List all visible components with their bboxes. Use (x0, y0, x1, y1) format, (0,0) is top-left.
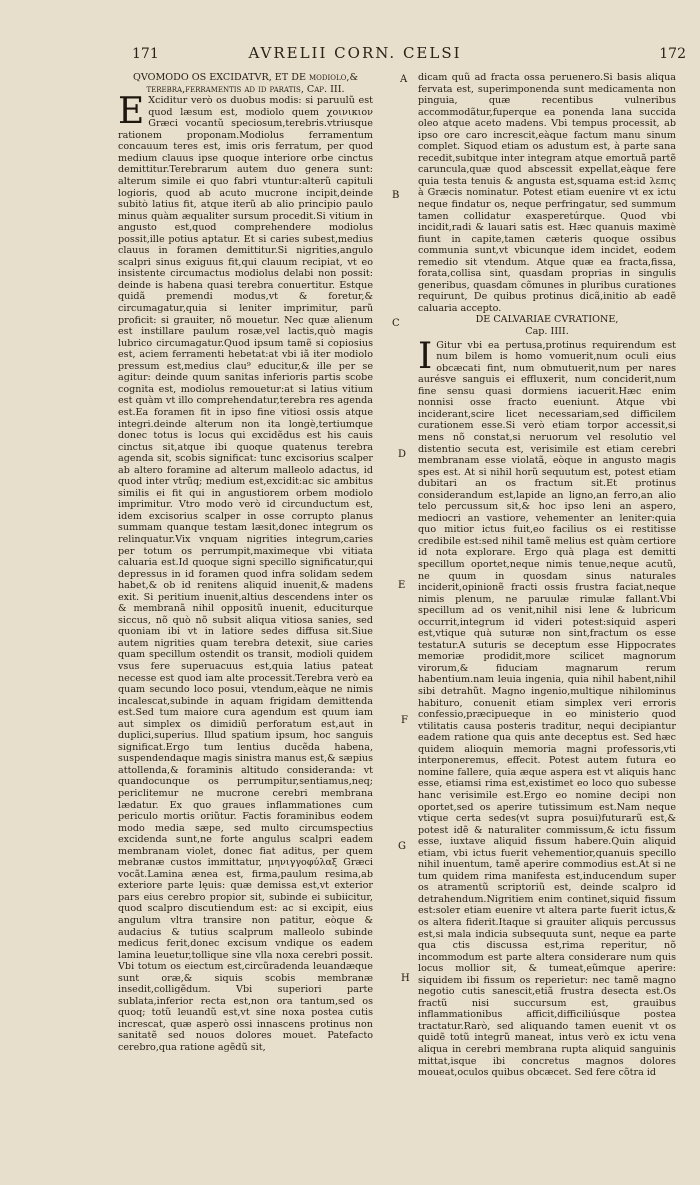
left-paragraph (118, 91, 373, 1054)
margin-letter-e: E (398, 580, 406, 591)
folio-number-left: 171 (132, 46, 159, 62)
chapter-heading-left: QVOMODO OS EXCIDATVR, ET DE modiolo,& terebra,ferramentis ad id paratis, Cap. III. (132, 72, 358, 95)
margin-letter-d: D (398, 449, 407, 460)
right-top-text: dicam quũ ad fracta ossa peruenero.Si basis aliqua fervata est, superimponenda sunt medicamenta non pinguia, quæ recentibus vulneribus accommodãtur,fuperque ea ponenda lana succida oleo atque aceto madens. Vbi tempus processit, ab ipso ore caro increscit,eàque factum manu sinum complet. Siquod etiam os adustum est, à parte sana recedit,subitque inter integram atque emortuã partẽ caruncula,quæ quod abscessit expellat,eàque fere quia testa tenuis & angusta est,squama est:id λεπις à Græcis nominatur. Potest etiam euenire vt ex ictu neque findatur os, neque perfringatur, sed summum tamen collidatur exasperetúrque. Quod vbi incidit,radi & lauari satis est. Hæc quanuis maximè fiunt in capite,tamen cæteris quoque ossibus communia sunt,vt vbicunque idem incidet, eodem remedio sit vtendum. Atque quæ ea fracta,fissa, forata,collisa sint, quasdam proprias in singulis generibus, quasdam cõmunes in pluribus curationes requirunt, De quibus protinus dicã,initio ab eadẽ caluaria accepto. (418, 72, 676, 314)
running-title: AVRELII CORN. CELSI (248, 44, 462, 62)
margin-letter-c: C (392, 318, 400, 329)
left-column (118, 72, 373, 1054)
margin-letter-g: G (398, 841, 406, 852)
margin-letter-h: H (401, 973, 410, 984)
drop-capital-i: I (418, 335, 433, 377)
drop-capital-e: E (118, 91, 145, 133)
chapter-number: Cap. IIII. (525, 326, 569, 338)
margin-letter-f: F (401, 715, 408, 726)
page-header (120, 44, 686, 64)
right-column (418, 72, 676, 1079)
right-body-text: Gitur vbi ea pertusa,protinus requirendum est num bilem is homo vomuerit,num oculi eius obcæcati fint, num obmutuerit,num per nares aurésve sanguis ei effluxerit, num conciderit,num fine sensu quasi dormiens iacuerit.Hæc enim nonnisi osse fracto eueniunt. Atque vbi inciderant,scire licet necessariam,sed difficilem curationem esse.Si verò etiam torpor accessit,si mens nõ constat,si neruorum vel resolutio vel distentio secuta est, verisimile est etiam cerebri membranam esse violatã, eòque in angusto magis spes est. At si nihil horũ sequutum est, potest etiam dubitari an os fractum sit.Et protinus considerandum est,lapide an ligno,an ferro,an alio telo percussum sit,& hoc ipso leni an aspero, mediocri an vastiore, vehementer an leniter:quia quo mitior ictus fuit,eo facilius os ei restitisse credibile est:sed nihil tamẽ melius est quàm certiore id nota explorare. Ergo quà plaga est demitti specillum oportet,neque nimis tenue,neque acutũ, ne quum in quosdam sinus naturales inciderit,opinionẽ fracti ossis frustra faciat,neque nimis plenum, ne paruulæ rimulæ fallant.Vbi specillum ad os venit,nihil nisi lene & lubricum occurrit,integrum id videri potest:siquid asperi est,vtique quà suturæ non sint,fractum os esse testatur.A suturis se deceptum esse Hippocrates memoriæ prodidit,more scilicet magnorum virorum,& fiduciam magnarum rerum habentium.nam leuia ingenia, quia nihil habent,nihil sibi detrahũt. Magno ingenio,multique nihilominus habituro, conuenit etiam simplex veri erroris confessio,præcipueque in eo ministerio quod vtilitatis causa posteris traditur, nequi decipiantur eadem ratione qua quis ante deceptus est. Sed hæc quidem alioquin memoria magni professoris,vti interponeremus, effecit. Potest autem futura eo nomine fallere, quia æque aspera est vt aliquis hanc esse, etiamsi rima est,existimet eo loco quo subesse hanc verisimile est.Ergo eo nomine decipi non oportet,sed os aperire tutissimum est.Nam neque vtique certa sedes(vt supra posui)futurarũ est,& potest idẽ & naturaliter commissum,& ictu fissum esse, iuxtave aliquid fissum habere.Quin aliquid etiam, vbi ictus fuerit vehementior,quanuis specillo nihil inuentum, tamẽ aperire commodius est.At si ne tum quidem rima manifesta est,inducendum super os atramentũ scriptoriũ est, deinde scalpro id detrahendum.Nigritiem enim continet,siquid fissum est:soleт etiam euenire vt altera parte fuerit ictus,& os altera fiderit.Itaque si grauiter aliquis percussus est,si mala indicia subsequuta sunt, neque ea parte qua ctis discussa est,rima reperitur, nõ incommodum est parte altera considerare num quis locus mollior sit, & tumeat,eũmque aperire: siquidem ibi fissum os reperietur: nec tamẽ magno negotio cutis sanescit,etiã frustra desecta est.Os fractũ nisi succursum est, grauibus inflammationibus afficit,difficiliúsque postea tractatur.Rarò, sed aliquando tamen euenit vt os quidẽ totũ integrũ maneat, intus verò ex ictu vena aliqua in cerebri membrana rupta aliquid sanguinis mittat,isque ibi concretus magnos dolores moueat,oculos quibus obcæcet. Sed fere cõtra id (418, 339, 676, 1079)
margin-letter-b: B (392, 190, 400, 201)
margin-letter-a: A (400, 74, 408, 85)
chapter-heading-right: DE CALVARIAE CVRATIONE, (475, 314, 619, 326)
folio-number-right: 172 (659, 46, 686, 62)
right-paragraph (418, 335, 676, 1079)
left-body-text: Xciditur verò os duobus modis: si paruulũ est quod læsum est, modiolo quem χοινικιον Græci vocantũ speciosum,terebris.vtriusque rationem proponam.Modiolus ferramentum concauum teres est, imis oris ferratum, per quod medium clauus ipse quoque interiore orbe cinctus demittitur.Terebrarum autem duo genera sunt: alterum simile ei quo fabri vtuntur:alterũ capituli logioris, quod ab acuto mucrone incipit,deinde subitò latius fit, atque iterũ ab alio principio paulo minus quàm æqualiter sursum procedit.Si vitium in angusto est,quod comprehendere modiolus possit,ille potius aptatur. Et si caries subest,medius clauus in foramen demittitur.Si nigrities,angulo scalpri sinus exiguus fit,qui clauum recipiat, vt eo insistente circumactus modiolus delabi non possit: deinde is habena quasi terebra conuertitur. Estque quidã premendi modus,vt & foretur,& circumagatur,quia si leniter imprimitur, parũ proficit: si grauiter, nõ mouetur. Nec quæ alienum est instillare paulum rosæ,vel lactis,quò magis lubrico circumagatur.Quod ipsum tamẽ si copiosius est, aciem ferramenti hebetat:at vbi iã iter modiolo pressum est,medius clau⁹ educitur,& ille per se agitur: deinde quum sanitas inferioris partis scobe cognita est, modiolus remouetur:at si latius vitium est quàm vt illo comprehendatur,terebra res agenda est.Ea foramen fit in ipso fine vitiosi ossis atque integri.deinde alterum non ita longè,tertiumque donec totus is locus qui excidẽdus est his cauis cinctus sit,atque ibi quoque quatenus terebra agenda sit, scobis significat: tunc excisorius scalper ab altero foramine ad alterum malleolo adactus, id quod inter vtrũq; medium est,excidit:ac sic ambitus similis ei fit qui in angustiorem orbem modiolo imprimitur. Vtro modo verò id circunductum est, idem excisorius scalper in osse corrupto planus summam quanque testam læsit,donec integrum os relinquatur.Vix vnquam nigrities integrum,caries per totum os perrumpit,maximeque vbi vitiata caluaria est.Id quoque signi specillo significatur,qui depressus in id foramen quod infra solidam sedem habet,& ob id renitens aliquid inuenit,& madens exit. Si peritium inuenit,altius descendens inter os & membranã nihil oppositũ inuenit, educiturque siccus, nõ quò nõ subsit aliqua vitiosa sanies, sed quoniam ibi vt in latiore sedes diffusa sit.Siue autem nigrities quam terebra detexit, siue caries quam specillum ostendit os transit, modioli quidem vsus fere superuacuus est,quia latius pateat necesse est quod iam alte processit.Terebra verò ea quam secundo loco posui, vtendum,eàque ne nimis incalescat,subinde in aquam frigidam demittenda est.Sed tum maiore cura agendum est quum iam aut simplex os dimidiũ perforatum est,aut in duplici,superius. Illud spatium ipsum, hoc sanguis significat.Ergo tum lentius ducẽda habena, suspendendaque magis sinistra manus est,& sæpius attollenda,& foraminis altitudo considerandа: vt quandocunque os perrumpitur,sentiamus,neq; periclitemur ne mucrone cerebri membrana lædatur. Ex quo graues inflammationes cum periculo mortis oriũtur. Factis foraminibus eodem modo media sæpe, sed multo circumspectius excidenda sunt,ne forte angulus scalpri eadem membranam violet, donec fiat aditus, per quem mebranæ custos immittatur, μηνιγγοφύλαξ Græci vocãt.Lamina ænea est, firma,paulum resima,ab exteriore parte lęuis: quæ demissa est,vt exterior pars eius cerebro propior sit, subinde ei subiicitur, quod scalpro discutiendum est: ac si excipit, eius angulum vltra transire non patitur, eòque & audacius & tutius scalprum malleolo subinde medicus ferit,donec excisum vndique os eadem lamina leuetur,tollique sine vlla noxa cerebri possit. Vbi totum os eiectum est,circũradenda leuandæque sunt oræ,& siquis scobis membranæ insedit,colligẽdum. Vbi superiori parte sublata,inferior recta est,non ora tantum,sed os quoq; totũ leuandũ est,vt sine noxa postea cutis increscat, quæ asperò ossi innascens protinus non sanitatẽ sed nouos dolores mouet. Patefacto cerebro,qua ratione agẽdũ sit, (118, 95, 373, 1054)
